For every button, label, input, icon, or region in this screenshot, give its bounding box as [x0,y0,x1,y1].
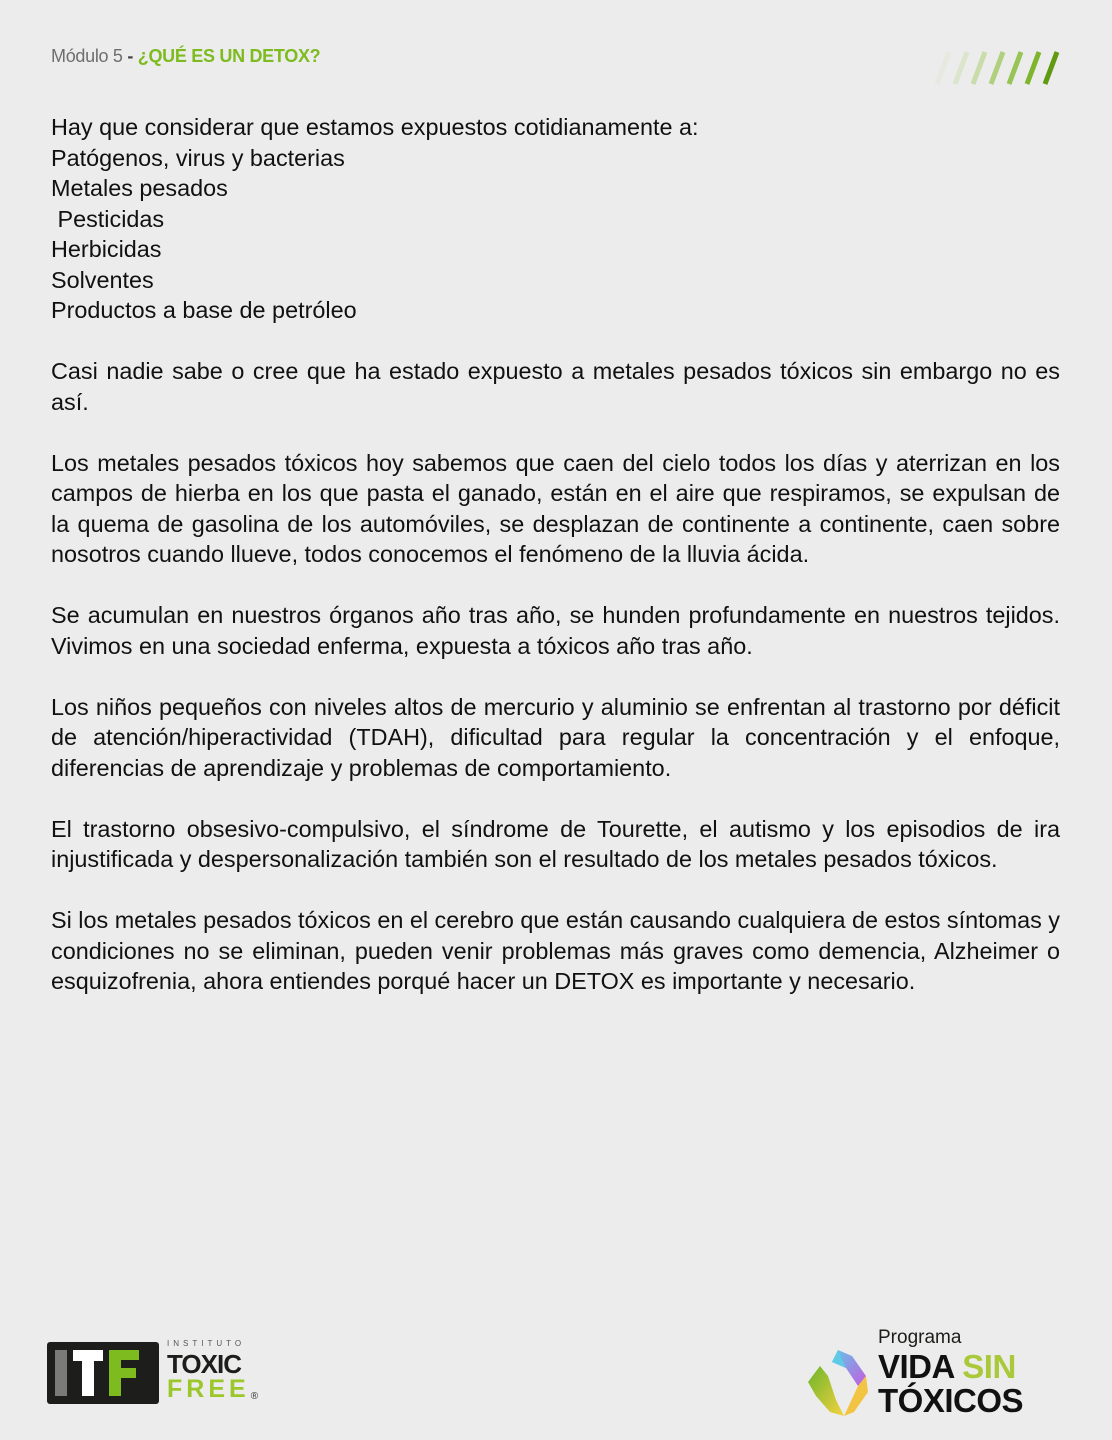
header-separator: - [122,46,138,66]
paragraph: Si los metales pesados tóxicos en el cerebro que están causando cualquiera de estos síntomas y condiciones no se eliminan, pueden venir problemas más graves como demencia, Alzheimer o esquizofrenia, ahora entiendes porqué hacer un DETOX es importante y necesario. [51,907,1060,994]
decorative-stripes-icon [925,50,1065,86]
paragraph: Los metales pesados tóxicos hoy sabemos que caen del cielo todos los días y aterrizan en los campos de hierba en los que pasta el ganado, están en el aire que respiramos, se expulsan de la quema de gasolina de los automóviles, se desplazan de continente a continente, caen sobre nosotros cuando llueve, todos conocemos el fenómeno de la lluvia ácida. [51,449,1060,567]
paragraph: Casi nadie sabe o cree que ha estado expuesto a metales pesados tóxicos sin embargo no es así. [51,358,1060,415]
paragraph: Los niños pequeños con niveles altos de mercurio y aluminio se enfrentan al trastorno por déficit de atención/hiperactividad (TDAH), dificultad para regular la concentración y el enfoque, diferencias de aprendizaje y problemas de comportamiento. [51,693,1060,781]
module-label: Módulo 5 [51,46,123,66]
logo-sin-text: SIN [962,1348,1016,1385]
logo-instituto-text: INSTITUTO [167,1339,246,1348]
paragraph: Se acumulan en nuestros órganos año tras año, se hunden profundamente en nuestros tejidos. Vivimos en una sociedad enferma, expuesta a tóxicos año tras año. [51,602,1060,659]
document-body [51,112,1060,1027]
list-item: Herbicidas [51,236,162,262]
logo-vida-text: VIDA [878,1348,954,1385]
list-item: Pesticidas [51,205,165,232]
itf-toxic-free-logo [47,1340,258,1406]
logo-registered-mark: ® [250,1391,259,1402]
logo-toxicos-text: TÓXICOS [878,1382,1024,1419]
vida-sin-toxicos-logo [806,1326,1023,1418]
vida-sin-toxicos-mark-icon [806,1326,870,1418]
page-header [51,46,320,67]
logo-programa-text: Programa [878,1327,962,1348]
list-item: Productos a base de petróleo [51,297,357,323]
logo-free-text: FREE [167,1375,250,1403]
exposure-list [51,112,1060,326]
intro-text: Hay que considerar que estamos expuestos cotidianamente a: [51,114,699,140]
logo-toxic-text: TOXIC [167,1349,241,1379]
list-item: Metales pesados [51,175,228,201]
section-title: ¿QUÉ ES UN DETOX? [137,46,321,66]
list-item: Solventes [51,266,154,293]
list-item: Patógenos, virus y bacterias [51,144,345,171]
itf-mark-icon [47,1340,159,1406]
paragraph: El trastorno obsesivo-compulsivo, el síndrome de Tourette, el autismo y los episodios de ira injustificada y despersonalización también son el resultado de los metales pesados tóxicos. [51,815,1060,872]
